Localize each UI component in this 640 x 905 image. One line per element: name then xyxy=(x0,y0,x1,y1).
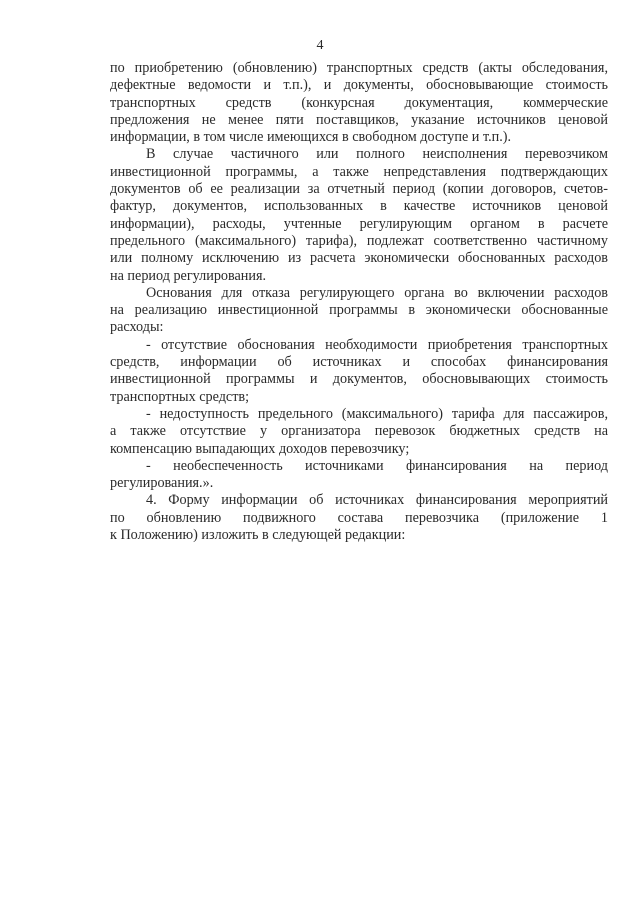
paragraph-line: расходы: xyxy=(110,319,164,336)
paragraph-line: - необеспеченность источниками финансирования на период xyxy=(146,457,608,474)
paragraph xyxy=(110,492,608,544)
paragraph xyxy=(110,60,608,146)
paragraph-line: информации, в том числе имеющихся в свободном доступе и т.п.). xyxy=(110,129,512,146)
paragraph-line: Основания для отказа регулирующего органа во включении расходов xyxy=(146,284,608,301)
paragraph xyxy=(110,146,608,284)
paragraph-line: дефектные ведомости и т.п.), и документы, обосновывающие стоимость xyxy=(110,77,608,94)
paragraph-line: средств, информации об источниках и способах финансирования xyxy=(110,354,608,371)
paragraph xyxy=(110,406,608,458)
paragraph-line: инвестиционной программы, а также непредставления подтверждающих xyxy=(110,163,608,180)
paragraph-line: на реализацию инвестиционной программы в экономически обоснованные xyxy=(110,302,608,319)
paragraph-line: транспортных средств (конкурсная документация, коммерческие xyxy=(110,94,608,111)
paragraph-line: компенсацию выпадающих доходов перевозчику; xyxy=(110,440,410,457)
paragraph-line: регулирования.». xyxy=(110,475,214,492)
paragraph-line: или полному исключению из расчета экономически обоснованных расходов xyxy=(110,250,608,267)
page-number: 4 xyxy=(316,38,324,53)
paragraph-line: на период регулирования. xyxy=(110,267,267,284)
paragraph-line: предельного (максимального) тарифа), подлежат соответственно частичному xyxy=(110,232,608,249)
paragraph-line: документов об ее реализации за отчетный период (копии договоров, счетов- xyxy=(110,181,608,198)
paragraph-line: В случае частичного или полного неисполнения перевозчиком xyxy=(146,146,608,163)
paragraph-line: - недоступность предельного (максимального) тарифа для пассажиров, xyxy=(146,405,608,422)
paragraph-line: по обновлению подвижного состава перевозчика (приложение 1 xyxy=(110,509,608,526)
paragraph-line: по приобретению (обновлению) транспортных средств (акты обследования, xyxy=(110,60,608,76)
paragraph-line: к Положению) изложить в следующей редакции: xyxy=(110,527,406,544)
document-body xyxy=(110,60,608,544)
paragraph xyxy=(110,458,608,493)
paragraph xyxy=(110,285,608,337)
paragraph-line: предложения не менее пяти поставщиков, указание источников ценовой xyxy=(110,111,608,128)
paragraph-line: информации), расходы, учтенные регулирующим органом в расчете xyxy=(110,215,608,232)
paragraph-line: транспортных средств; xyxy=(110,388,250,405)
paragraph xyxy=(110,337,608,406)
paragraph-line: 4. Форму информации об источниках финансирования мероприятий xyxy=(146,492,608,509)
paragraph-line: а также отсутствие у организатора перевозок бюджетных средств на xyxy=(110,423,608,440)
paragraph-line: фактур, документов, использованных в качестве источников ценовой xyxy=(110,198,608,215)
paragraph-line: инвестиционной программы и документов, обосновывающих стоимость xyxy=(110,371,608,388)
paragraph-line: - отсутствие обоснования необходимости приобретения транспортных xyxy=(146,336,608,353)
